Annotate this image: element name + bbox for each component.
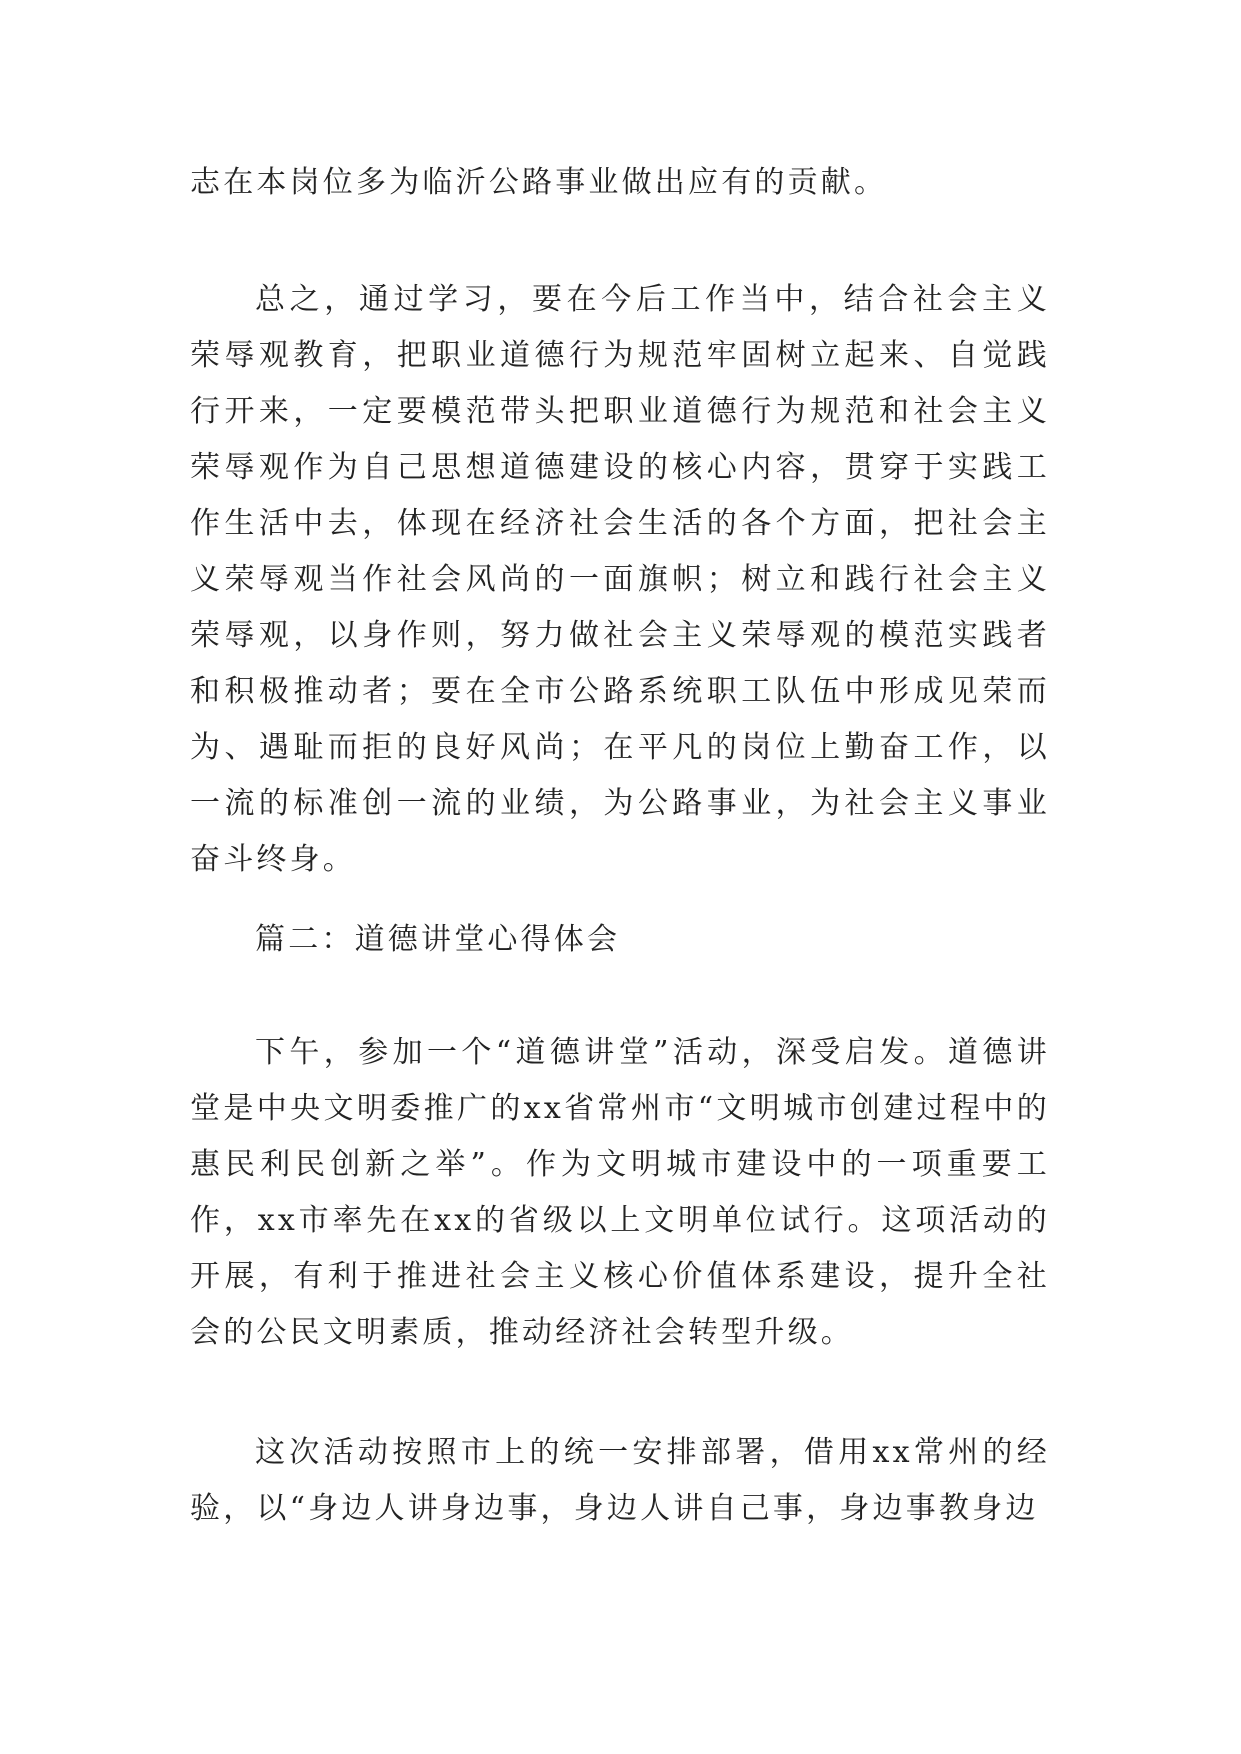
paragraph-moral-lecture: 下午，参加一个“道德讲堂”活动，深受启发。道德讲堂是中央文明委推广的xx省常州市“文明城市创建过程中的惠民利民创新之举”。作为文明城市建设中的一项重要工作，xx市率先在xx的省级以上文明单位试行。这项活动的开展，有利于推进社会主义核心价值体系建设，提升全社会的公民文明素质，推动经济社会转型升级。 [190,1035,1050,1350]
paragraph-summary: 总之，通过学习，要在今后工作当中，结合社会主义荣辱观教育，把职业道德行为规范牢固树立起来、自觉践行开来，一定要模范带头把职业道德行为规范和社会主义荣辱观作为自己思想道德建设的核心内容，贯穿于实践工作生活中去，体现在经济社会生活的各个方面，把社会主义荣辱观当作社会风尚的一面旗帜；树立和践行社会主义荣辱观，以身作则，努力做社会主义荣辱观的模范实践者和积极推动者；要在全市公路系统职工队伍中形成见荣而为、遇耻而拒的良好风尚；在平凡的岗位上勤奋工作，以一流的标准创一流的业绩，为公路事业，为社会主义事业奋斗终身。 [190,282,1050,877]
section-heading: 篇二：道德讲堂心得体会 [255,922,621,957]
paragraph-continuation: 志在本岗位多为临沂公路事业做出应有的贡献。 [190,165,888,200]
paragraph-activity: 这次活动按照市上的统一安排部署，借用xx常州的经验，以“身边人讲身边事，身边人讲自己事，身边事教身边 [190,1435,1050,1526]
